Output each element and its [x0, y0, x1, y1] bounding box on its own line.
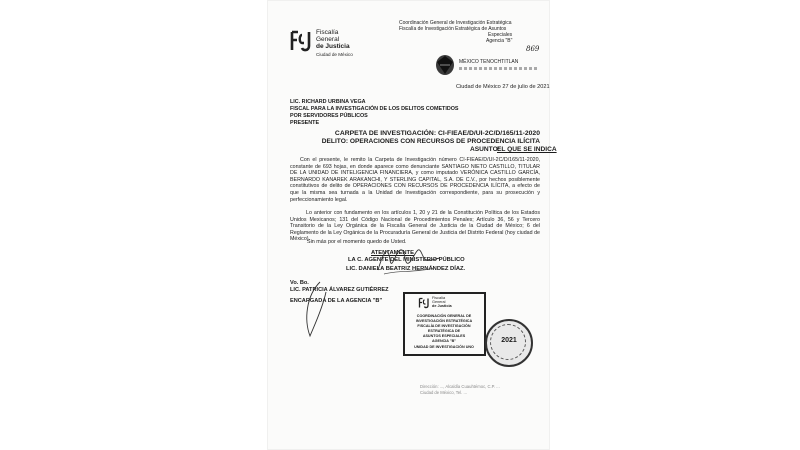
addressee-title-2: POR SERVIDORES PÚBLICOS: [290, 113, 368, 119]
footer-line-2: Ciudad de México, Tel. ...: [420, 390, 467, 395]
delito-line: DELITO: OPERACIONES CON RECURSOS DE PROCEDENCIA ILÍCITA: [321, 138, 540, 145]
fgj-logo-icon: [289, 29, 313, 53]
stamp-logo-text-1: Fiscalía: [432, 296, 446, 300]
body-paragraph-1: Con el presente, le remito la Carpeta de Investigación número CI-FIEAE/D/UI-2C/D/165/11-2020, constante de 693 hojas, en donde aparece como denunciante SANTIAGO NIETO CASTILLO, TITULAR DE LA UNIDAD DE INTELIGENCIA FINANCIERA, y como imputado VERÓNICA CASTILLO GARCÍA, BERNARDO KANAREK ARAKANCHI, Y STERLING CAPITAL, S.A. DE C.V., por hechos posiblemente constitutivos de delito de OPERACIONES CON RECURSOS DE PROCEDENCIA ILÍCITA, a efecto de que la misma sea turnada a la Unidad de Investigación correspondiente, para su prosecución y perfeccionamiento legal.: [290, 157, 540, 203]
atentamente-label: ATENTAMENTE: [371, 250, 414, 256]
approver-name: LIC. PATRICIA ÁLVAREZ GUTIÉRREZ: [290, 287, 389, 293]
logo-text-fiscalia: Fiscalía: [316, 29, 339, 36]
asunto-label: ASUNTO:: [470, 146, 500, 153]
logo-city: Ciudad de México: [316, 52, 353, 57]
agency-line-4: Agencia "B": [486, 38, 513, 44]
date-line: Ciudad de México 27 de julio de 2021: [456, 84, 550, 90]
stamp-line-6: AGENCIA "B": [431, 339, 457, 343]
fgj-logo: [289, 29, 313, 58]
addressee-title-1: FISCAL PARA LA INVESTIGACIÓN DE LOS DELITOS COMETIDOS: [290, 106, 459, 112]
logo-text-justicia: de Justicia: [316, 43, 350, 50]
folio-number: 869: [526, 45, 540, 53]
vobo-label: Vo. Bo.: [290, 280, 309, 286]
addressee-name: LIC. RICHARD URBINA VEGA: [290, 99, 366, 105]
asunto-value: EL QUE SE INDICA: [497, 146, 557, 153]
signer-name: LIC. DANIELA BEATRIZ HERNÁNDEZ DÍAZ.: [346, 266, 466, 272]
seal-year: 2021: [501, 337, 517, 344]
eagle-emblem-icon: [434, 53, 456, 77]
carpeta-line: CARPETA DE INVESTIGACIÓN: CI-FIEAE/D/UI-2C/D/165/11-2020: [334, 130, 540, 137]
stamp-line-5: ASUNTOS ESPECIALES: [422, 334, 466, 338]
stamp-logo-text-3: de Justicia: [432, 304, 452, 308]
body-paragraph-2: Lo anterior con fundamento en los artículos 1, 20 y 21 de la Constitución Política de los Estados Unidos Mexicanos; 131 del Código Nacional de Procedimientos Penales; Artículo 36, 56 y Tercero Transitorio de la Ley Orgánica de la Fiscalía General de Justicia de la Ciudad de México; 6 del Reglamento de la Ley Orgánica de la Procuraduría General de Justicia del Distrito Federal (hoy ciudad de México).: [290, 210, 540, 243]
approval-signature-scribble: [300, 280, 332, 340]
emblem-scribble: [459, 67, 537, 70]
logo-text-general: General: [316, 36, 340, 43]
stamp-line-3: FISCALÍA DE INVESTIGACIÓN: [417, 324, 471, 328]
stamp-line-7: UNIDAD DE INVESTIGACIÓN UNO: [414, 345, 474, 349]
closing-line: Sin más por el momento quedo de Usted.: [307, 239, 407, 245]
stamp-line-2: INVESTIGACIÓN ESTRATÉGICA: [415, 319, 473, 323]
emblem-text: MÉXICO TENOCHTITLAN: [459, 59, 519, 65]
signature-scribble: [374, 240, 444, 278]
stamp-line-1: COORDINACIÓN GENERAL DE: [416, 314, 472, 318]
signer-role: LA C. AGENTE DEL MINISTERIO PÚBLICO: [348, 257, 465, 263]
agency-line-1: Coordinación General de Investigación Estratégica: [399, 20, 512, 26]
stamp-line-4: ESTRATÉGICA DE: [427, 329, 461, 333]
stamp-logo-text-2: General: [432, 300, 446, 304]
stamp-logo-icon: [418, 297, 430, 309]
approver-role: ENCARGADA DE LA AGENCIA "B": [290, 298, 383, 304]
footer-line-1: Dirección: ..., Alcaldía Cuauhtémoc, C.P. ...: [420, 384, 500, 389]
agency-line-2: Fiscalía de Investigación Estratégica de Asuntos: [399, 26, 507, 32]
addressee-presente: PRESENTE: [290, 120, 320, 126]
agency-line-3: Especiales: [488, 32, 513, 38]
